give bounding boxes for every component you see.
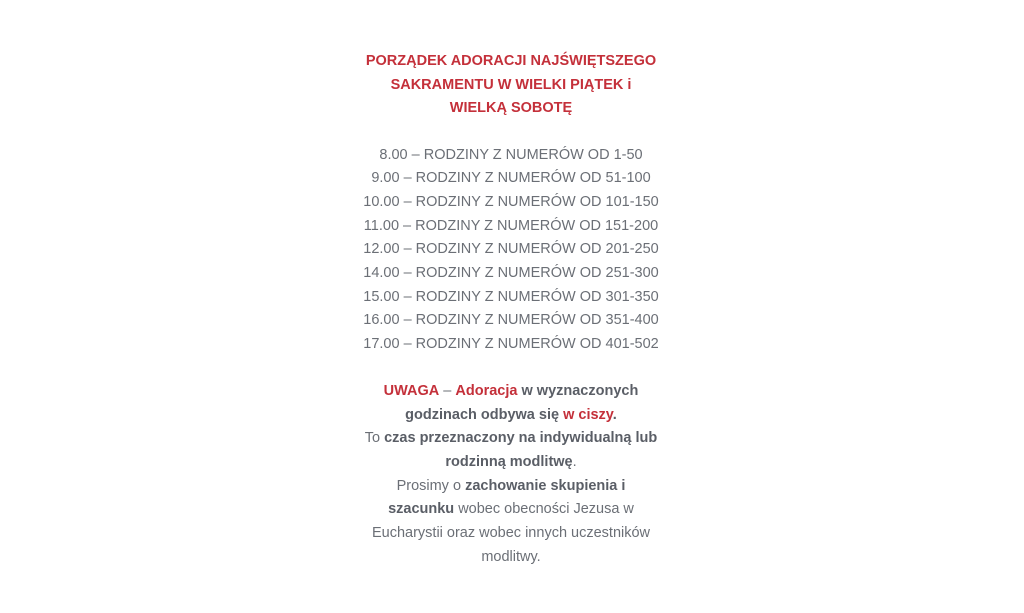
notice-text: wobec obecności Jezusa w Eucharystii oraz wobec innych uczestników modlitwy.: [371, 501, 651, 565]
notice-text: w wyznaczonych godzinach odbywa się: [405, 382, 639, 423]
schedule-dash: –: [399, 241, 416, 258]
notice-period: .: [572, 453, 577, 470]
schedule-time: 12.00: [363, 241, 400, 258]
schedule-row: [362, 286, 660, 310]
notice-paragraph-2: [362, 427, 660, 474]
adoracja-label: Adoracja: [455, 382, 518, 399]
notice-block: [362, 380, 660, 570]
schedule-text: RODZINY Z NUMERÓW OD 51-100: [415, 170, 651, 187]
notice-text: To: [364, 430, 385, 447]
schedule-dash: –: [399, 336, 416, 353]
page-title: PORZĄDEK ADORACJI NAJŚWIĘTSZEGO SAKRAMENTU W WIELKI PIĄTEK i WIELKĄ SOBOTĘ: [365, 53, 657, 116]
schedule-time: 8.00: [379, 146, 408, 163]
schedule-text: RODZINY Z NUMERÓW OD 1-50: [423, 146, 643, 163]
notice-bold-text: czas przeznaczony na indywidualną lub rodzinną modlitwę: [384, 430, 658, 470]
schedule-dash: –: [399, 312, 416, 329]
schedule-row: [362, 167, 660, 191]
schedule-dash: –: [399, 170, 416, 187]
schedule-text: RODZINY Z NUMERÓW OD 151-200: [415, 217, 659, 234]
schedule-text: RODZINY Z NUMERÓW OD 251-300: [415, 265, 659, 282]
schedule-dash: –: [399, 217, 416, 234]
schedule-text: RODZINY Z NUMERÓW OD 101-150: [415, 193, 659, 210]
schedule-text: RODZINY Z NUMERÓW OD 401-502: [415, 336, 659, 353]
notice-paragraph-3: [362, 475, 660, 570]
notice-text: Prosimy o: [396, 477, 466, 494]
schedule-time: 14.00: [363, 265, 400, 282]
content-column: [362, 50, 660, 569]
schedule-row: [362, 215, 660, 239]
schedule-row: [362, 191, 660, 215]
schedule-text: RODZINY Z NUMERÓW OD 351-400: [415, 312, 659, 329]
schedule-text: RODZINY Z NUMERÓW OD 201-250: [415, 241, 659, 258]
schedule-time: 17.00: [363, 336, 400, 353]
schedule-time: 11.00: [363, 217, 400, 234]
schedule-row: [362, 333, 660, 357]
schedule-dash: –: [407, 146, 424, 163]
notice-bold-text: zachowanie skupienia i szacunku: [388, 477, 626, 518]
schedule-row: [362, 309, 660, 333]
schedule-dash: –: [399, 288, 416, 305]
schedule-row: [362, 238, 660, 262]
schedule-list: [362, 144, 660, 357]
schedule-time: 9.00: [371, 170, 400, 187]
schedule-dash: –: [399, 193, 416, 210]
schedule-text: RODZINY Z NUMERÓW OD 301-350: [415, 288, 659, 305]
schedule-dash: –: [399, 265, 416, 282]
w-ciszy-label: w ciszy: [563, 406, 613, 423]
notice-dash: –: [439, 382, 456, 399]
notice-period: .: [612, 406, 617, 423]
uwaga-label: UWAGA: [383, 382, 440, 399]
schedule-time: 15.00: [363, 288, 400, 305]
schedule-time: 16.00: [363, 312, 400, 329]
notice-paragraph-1: [362, 380, 660, 427]
schedule-row: [362, 262, 660, 286]
schedule-row: [362, 144, 660, 168]
schedule-time: 10.00: [363, 193, 400, 210]
